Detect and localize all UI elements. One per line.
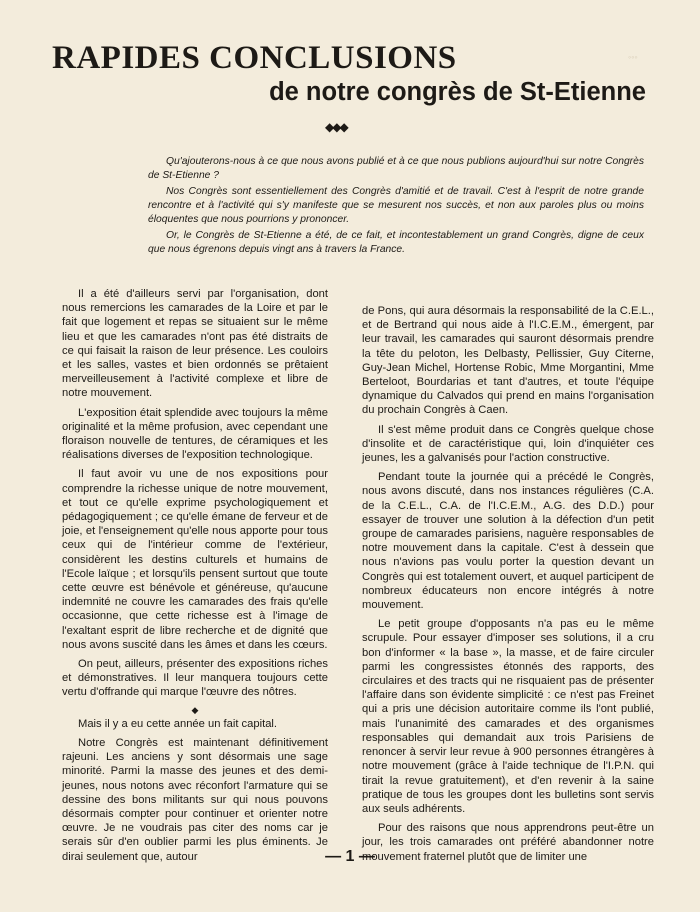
body-paragraph: Mais il y a eu cette année un fait capital.	[78, 717, 278, 730]
intro-paragraph: Nos Congrès sont essentiellement des Congrès d'amitié et de travail. C'est à l'esprit de notre grande rencontre et à l'activité qui s'y manifeste que se mesurent nos succès, et non aux paroles plus ou moins éloquentes que nous pourrions y prononcer.	[148, 186, 644, 225]
faded-header-mark: ◦◦◦	[628, 52, 638, 62]
left-column	[62, 287, 328, 869]
intro-block	[148, 155, 644, 259]
right-column	[362, 304, 654, 869]
body-paragraph: L'exposition était splendide avec toujours la même originalité et la même profusion, avec cependant une floraison nouvelle de tentures, de céramiques et les réalisations diverses de l'exposition technologique.	[62, 406, 328, 462]
body-paragraph: de Pons, qui aura désormais la responsabilité de la C.E.L., et de Bertrand qui nous aide à l'I.C.E.M., émergent, par leur travail, les camarades qui sauront désormais prendre la tête du peloton, les Delbasty, Pellissier, Guy Citerne, Guy-Jean Michel, Hortense Robic, Mme Morgantini, Mme Berteloot, Bourdarias et tant d'autres, et toute l'équipe dynamique du Calvados qui prend en mains l'organisation du prochain Congrès à Caen.	[362, 305, 654, 417]
body-paragraph: Notre Congrès est maintenant définitivement rajeuni. Les anciens y sont désormais une sage minorité. Parmi la masse des jeunes et des demi-jeunes, nous notons avec réconfort l'armature qui se dessine des bons militants sur qui nous pouvons désormais compter pour continuer et orienter notre œuvre. Je ne voudrais pas citer des noms car je serais sûr d'en oublier parmi les plus éminents. Je dirai seulement que, autour	[62, 736, 328, 863]
body-paragraph: Le petit groupe d'opposants n'a pas eu le même scrupule. Pour essayer d'imposer ses solutions, il a cru bon d'informer « la base », la masse, et de faire circuler parmi les congressistes étonnés des rapports, des circulaires et des tracts qui ne risquaient pas de présenter l'affaire dans son évidente simplicité : ce n'est pas Freinet qui a pris une décision autoritaire comme ils l'ont publié, mais l'unanimité des camarades et des organismes responsables qui demandait aux trois Parisiens de renoncer à servir leur revue à 900 personnes étrangères à notre mouvement (grâce à l'aide technique de l'I.P.N. qui tirait la revue gratuitement), et d'en revenir à la saine pratique de tous les groupes dont les bulletins sont servis aux seuls adhérents.	[362, 618, 654, 815]
body-paragraph: Pendant toute la journée qui a précédé le Congrès, nous avons discuté, dans nos instances régulières (C.A. de la C.E.L., C.A. de l'I.C.E.M., A.G. des D.D.) pour essayer de trouver une solution à la défection d'un petit groupe de camarades parisiens, naguère responsables de notre mouvement dans la capitale. C'est à dessein que nous n'avions pas voulu porter la question devant un Congrès qui est totalement ouvert, et auquel participent de nombreux éducateurs non encore intégrés à notre mouvement.	[362, 471, 654, 612]
body-paragraph: Il a été d'ailleurs servi par l'organisation, dont nous remercions les camarades de la Loire et par le fait que logement et repas se situaient sur le même lieu et que les camarades n'ont pas été distraits de ce qui faisait la raison de leur présence. Les couloirs et les salles, vastes et bien ordonnés se prêtaient merveilleusement à l'activité complexe et libre de notre mouvement.	[62, 288, 328, 400]
page-number: — 1 —	[325, 848, 375, 865]
section-separator: ◆	[191, 704, 199, 715]
title-ornament: ◆◆◆	[325, 120, 347, 134]
body-paragraph: Il faut avoir vu une de nos expositions pour comprendre la richesse unique de notre mouvement, et tout ce qu'elle exprime psychologiquement et pédagogiquement ; ce qu'elle émane de ferveur et de joie, et l'enseignement qu'elle nous apporte pour tous ceux qui de l'intérieur comme de l'extérieur, considèrent les destins culturels et humains de l'Ecole laïque ; et lorsqu'ils pensent surtout que toute cette œuvre est bénévole et généreuse, qu'aucune indemnité ne couvre les camarades des frais qu'elle occasionne, que cette richesse est à l'image de l'exaltant esprit de libre recherche et de dignité que nous avons suscité dans les âmes et dans les cœurs.	[62, 468, 328, 651]
main-title: RAPIDES CONCLUSIONS	[52, 40, 457, 76]
body-paragraph: Il s'est même produit dans ce Congrès quelque chose d'insolite et de caractéristique qui, loin d'inquiéter ces jeunes, les a galvanisés pour l'action constructive.	[362, 423, 654, 465]
body-paragraph: Pour des raisons que nous apprendrons peut-être un jour, les trois camarades ont préféré abandonner notre mouvement fraternel plutôt que de limiter une	[362, 822, 654, 863]
intro-paragraph: Or, le Congrès de St-Etienne a été, de ce fait, et incontestablement un grand Congrès, digne de ceux que nous égrenons depuis vingt ans à travers la France.	[148, 230, 644, 255]
subtitle: de notre congrès de St-Etienne	[269, 78, 646, 106]
body-paragraph: On peut, ailleurs, présenter des expositions riches et démonstratives. Il leur manquera toujours cette vertu d'offrande qui marque l'œuvre des nôtres.	[62, 658, 328, 699]
intro-paragraph: Qu'ajouterons-nous à ce que nous avons publié et à ce que nous publions aujourd'hui sur notre Congrès de St-Etienne ?	[148, 156, 644, 181]
